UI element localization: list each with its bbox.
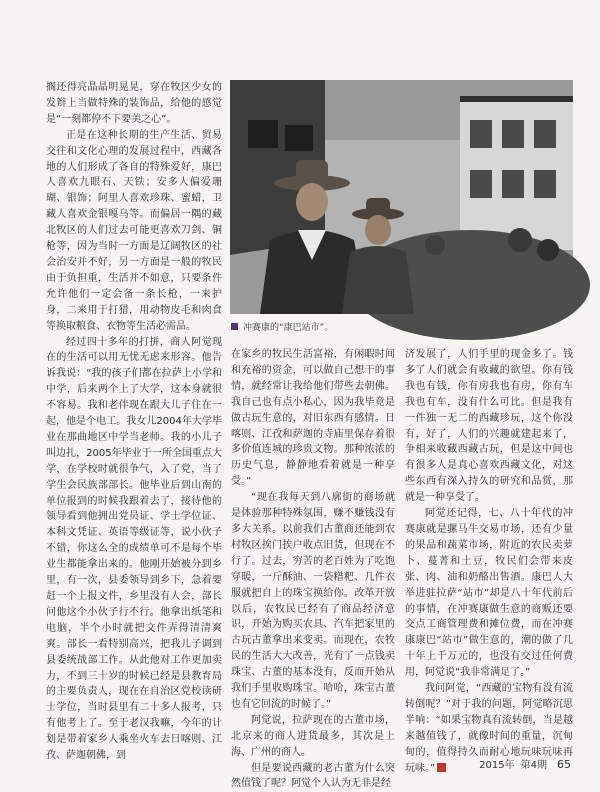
page-footer xyxy=(473,758,571,773)
article-column-left xyxy=(46,80,222,762)
page-number: 65 xyxy=(557,758,571,771)
paragraph: 阿觉说，拉萨现在的古董市场，北京来的商人进货最多，其次是上海、广州的商人。 xyxy=(231,714,395,758)
caption-text: 冲赛康的“康巴站市”。 xyxy=(243,323,334,333)
paragraph: 经过四十多年的打拼，商人阿觉现在的生活可以用无忧无虑来形容。他告诉我说：“我的孩子们都在拉萨上小学和中学，后来两个上了大学，这本身就很不容易。我和老伴现在跟大儿子住在一起，他是个电工。我女儿2004年大学毕业在那曲地区中学当老师。我的小儿子叫边扎，2005年毕业于一所全国重点大学，在学校时就很争气，入了党，当了学生会民族部部长。他毕业后到山南的单位报到的时候我跟着去了，接待他的领导看到他拥出党员证、学士学位证、本科文凭证、英语等级证等，说小伙子不错，你这么全的成绩单可不是每个毕业生都能拿出来的。他刚开始被分到乡里，有一次，县委领导到乡下，急着要赶一个上报文件，乡里没有人会，部长问他这个小伙子行不行。他拿出纸笔和电脑，半个小时就把文件弄得清清爽爽。部长一看特别高兴，把我儿子调到县委统战部工作。从此他对工作更加卖力，不到三十岁的时候已经是县教育局的主要负责人，现在在自治区党校读研士学位，当时县里有二十多人报考，只有他考上了。至于老汉我嘛，今年的计划是带着家乡人乘坐火车去日喀则、江孜、萨迦朝佛，到 xyxy=(46,336,222,762)
photo-caption xyxy=(231,321,573,335)
footer-year: 2015年 xyxy=(479,760,515,771)
street-scene-illustration xyxy=(230,80,573,314)
paragraph: “现在我每天到八廓街的商场就是体验那种特殊氛围，赚不赚钱没有多大关系。以前我们古董商还能到农村牧区挨门挨户收点旧货，但现在不行了。过去，穷苦的老百姓为了吃饱穿暖，一斤酥油、一袋糌粑、几件衣服就把自上的珠宝换给你。改革开放以后，农牧民已经有了商品经济意识，开始为购买农具、汽车把家里的古玩古董拿出来变卖。而现在，农牧民的生活大大改善，光有了一点钱卖珠宝、古董的基本没有，反而开始从我们手里收购珠宝。哈哈，珠宝古董也有它回流的时候了。” xyxy=(231,492,395,710)
article-photo xyxy=(230,80,573,314)
paragraph: 阿觉还记得，七、八十年代的冲赛康就是骡马牛交易市场，还有少量的果品和蔬菜市场，附近的农民卖萝卜、蔓菁和土豆，牧民们会带来皮张、肉、油和奶酪出售酒。康巴人大举进驻拉萨“站市”却是八十年代前后的事情，在冲赛康做生意的商贩还要交点工商管理费和摊位费，而在冲赛康康巴“站市”做生意的，潮的做了几十年上千万元的，也没有交过任何费用，阿觉说“我非常满足了。” xyxy=(405,508,573,679)
caption-marker-icon xyxy=(231,323,238,330)
paragraph: 济发展了，人们手里的现金多了。钱多了人们就会有收藏的欲望。你有钱我也有钱，你有房我也有房，你有车我也有车，没有什么可比。但是我有一件独一无二的西藏珍玩，这个你没有，好了，人们的兴趣就建起来了，争相来收藏西藏古玩，但是这中间也有很多人是真心喜欢西藏文化，对这些东西有深入持久的研究和品赏，那就是一种享受了。 xyxy=(405,349,573,504)
paragraph: 我问阿觉，“西藏的宝物有没有流转倒呢？”对于我的问题，阿觉略沉思半响：“如果宝物真有流转倒，当是越来越值钱了，就像时间的重量，沉甸甸的，值得持久而耐心地玩味玩味再玩味。” xyxy=(405,683,573,774)
end-mark-icon xyxy=(437,763,446,772)
paragraph: 搁还得亮晶晶明晃晃，穿在牧区少女的发辫上当做特殊的装饰品，给他的感觉是“一刻都停不下要美之心”。 xyxy=(46,82,222,125)
paragraph: 在家乡的牧民生活富裕，有闲暇时间和充裕的资金，可以做自己想干的事情，就经常让我给他们带些去朝佛。我自己也有点小私心，因为我毕竟是做古玩生意的，对旧东西有感情。日喀则、江孜和萨迦的寺庙里保存着很多价值连城的珍贵文物。那种浓浓的历史气息，静静地看着就是一种享受。” xyxy=(231,349,395,488)
article-column-middle xyxy=(231,347,395,790)
paragraph: 正是在这种长期的生产生活、贸易交往和文化心理的发展过程中，西藏各地的人们形成了各自的特殊爱好，康巴人喜欢九眼石、天铁；安多人偏爱珊瑚、银饰；阿里人喜欢珍珠、蜜蜡，卫藏人喜欢金银嘎乌等。而偏居一隅的藏北牧区的人们过去可能更喜欢刀剑、铜枪等，因为当时一方面是辽阔牧区的社会治安并不好，另一方面是一般的牧民由于负担重，生活并不如意，只要条件允许他们一定会备一条长枪，一来护身，二来用于打猎，用动物皮毛和肉食等换取粮食、衣物等生活必需品。 xyxy=(46,129,222,332)
footer-issue: 第4期 xyxy=(520,760,547,771)
paragraph: 但是要说西藏的老古董为什么突然值钱了呢？阿觉个人认为无非是经 xyxy=(231,762,395,790)
